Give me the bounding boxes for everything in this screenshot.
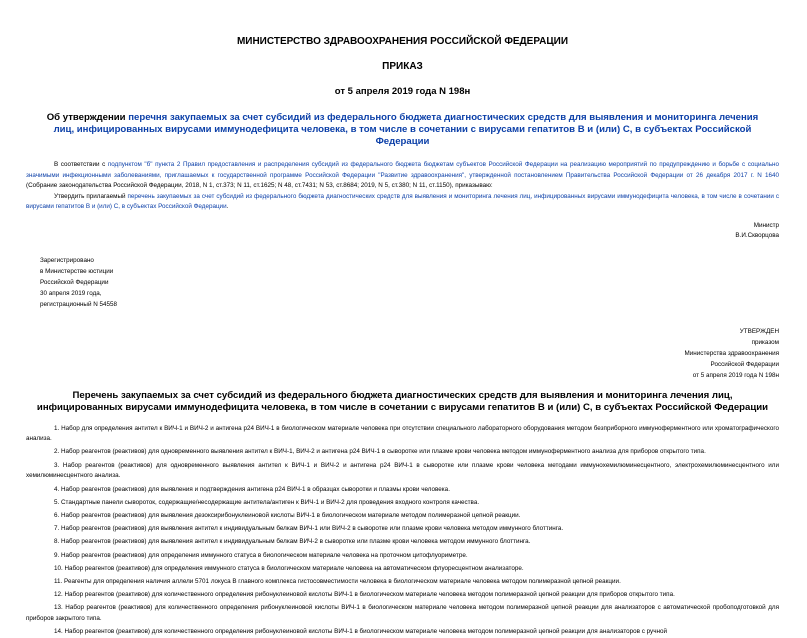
document-date-number: от 5 апреля 2019 года N 198н <box>334 86 471 97</box>
approved-line: Министерства здравоохранения <box>684 349 779 357</box>
document-type: ПРИКАЗ <box>382 61 423 72</box>
list-item: 6. Набор реагентов (реактивов) для выявления дезоксирибонуклеиновой кислоты ВИЧ-1 в биологическом материале методом полимеразной цепной реакции. <box>54 511 521 519</box>
list-item: 10. Набор реагентов (реактивов) для определения иммунного статуса в биологическом материале человека на автоматическом флуоресцентном анализаторе. <box>54 564 524 572</box>
list-item: 7. Набор реагентов (реактивов) для выявления антител к индивидуальным белкам ВИЧ-1 или ВИЧ-2 в сыворотке или плазме крови человека методом иммунного блоттинга. <box>54 525 564 533</box>
ministry-heading: МИНИСТЕРСТВО ЗДРАВООХРАНЕНИЯ РОССИЙСКОЙ ФЕДЕРАЦИИ <box>236 36 569 47</box>
p2-text-1: Утвердить прилагаемый <box>54 192 128 200</box>
approved-block <box>26 326 779 381</box>
registration-block <box>26 255 779 310</box>
list-item: 3. Набор реагентов (реактивов) для одновременного выявления антител к ВИЧ-1 и ВИЧ-2 и антигена p24 ВИЧ-1 в сыворотке или плазме крови человека методами иммунохемилюминесцентного, электрохемилюминесцентного или хемилюминесцентного анализа. <box>26 461 779 480</box>
list-item: 14. Набор реагентов (реактивов) для количественного определения рибонуклеиновой кислоты ВИЧ-1 в биологическом материале человека методом полимеразной цепной реакции для анализаторов с ручной <box>54 628 667 636</box>
signature-role: Министр <box>753 221 779 229</box>
approved-line: приказом <box>751 338 779 346</box>
list-item: 1. Набор для определения антител к ВИЧ-1 и ВИЧ-2 и антигена p24 ВИЧ-1 в биологическом материале человека при отсутствии специального лабораторного оборудования методом безприборного иммуноферментного или хроматографического анализа. <box>26 424 779 443</box>
diagnostics-list <box>26 424 779 638</box>
list-item: 9. Набор реагентов (реактивов) для определения иммунного статуса в биологическом материале человека на проточном цитофлуориметре. <box>54 551 468 559</box>
p1-legal-link[interactable]: подпунктом "б" пункта 2 Правил предоставления и распределения субсидий из федерального бюджета бюджетам субъектов Российской Федерации на реализацию мероприятий по предупреждению и борьбе с социально значимыми инфекционными заболеваниями, приглашаемых к государственной программе Российской Федерации "Развитие здравоохранения", утвержденной постановлением Правительства Российской Федерации от 26 декабря 2017 г. N 1640 <box>26 161 779 179</box>
document-title <box>26 112 779 148</box>
list-item: 12. Набор реагентов (реактивов) для количественного определения рибонуклеиновой кислоты ВИЧ-1 в биологическом материале человека методом полимеразной цепной реакции для приборов открытого типа. <box>54 591 675 599</box>
registration-line: в Министерстве юстиции <box>40 267 114 275</box>
title-prefix: Об утверждении <box>46 112 129 123</box>
approved-line: УТВЕРЖДЕН <box>739 327 779 335</box>
list-item: 5. Стандартные панели сывороток, содержащие/несодержащие антитела/антиген к ВИЧ-1 и ВИЧ-2 для проведения входного контроля качества. <box>54 498 480 506</box>
p1-text-1: В соответствии с <box>54 161 108 168</box>
p1-text-2: (Собрание законодательства Российской Федерации, 2018, N 1, ст.373; N 11, ст.1625; N 48, ст.7431; N 53, ст.8684; 2019, N 5, ст.380; N 11, ст.1150), приказываю: <box>26 182 493 189</box>
list-item: 13. Набор реагентов (реактивов) для количественного определения рибонуклеиновой кислоты ВИЧ-1 в биологическом материале человека методом полимеразной цепной реакции для анализаторов с автоматической пробоподготовкой для приборов закрытого типа. <box>26 604 779 623</box>
approved-line: от 5 апреля 2019 года N 198н <box>692 371 779 379</box>
registration-line: Российской Федерации <box>40 278 109 286</box>
signature-block <box>26 221 779 241</box>
registration-line: 30 апреля 2019 года, <box>40 289 102 297</box>
p2-list-link[interactable]: перечень закупаемых за счет субсидий из федерального бюджета диагностических средств для выявления и мониторинга лечения лиц, инфицированных вирусами иммунодефицита человека, в том числе в сочетании с вирусами гепатитов В и (или) С, в субъектах Российской Федерации <box>26 192 779 210</box>
list-item: 2. Набор реагентов (реактивов) для одновременного выявления антител к ВИЧ-1, ВИЧ-2 и антигена p24 ВИЧ-1 в сыворотке или плазме крови человека методом иммуноферментного анализа для приборов открытого типа. <box>54 448 706 456</box>
body-paragraph-1 <box>26 160 779 192</box>
registration-line: Зарегистрировано <box>40 256 94 264</box>
signature-name: В.И.Скворцова <box>735 231 779 239</box>
approved-line: Российской Федерации <box>710 360 779 368</box>
list-item: 4. Набор реагентов (реактивов) для выявления и подтверждения антигена p24 ВИЧ-1 в образцах сыворотки и плазмы крови человека. <box>54 485 450 493</box>
title-link[interactable]: перечня закупаемых за счет субсидий из федерального бюджета диагностических средств для выявления и мониторинга лечения лиц, инфицированных вирусами иммунодефицита человека, в том числе в сочетании с вирусами гепатитов В и (или) С, в субъектах Российской Федерации <box>53 112 759 147</box>
list-item: 8. Набор реагентов (реактивов) для выявления антител к индивидуальным белкам ВИЧ-2 в сыворотке или плазме крови человека методом иммунного блоттинга. <box>54 538 531 546</box>
document-page <box>0 36 807 636</box>
list-title: Перечень закупаемых за счет субсидий из федерального бюджета диагностических средств для выявления и мониторинга лечения лиц, инфицированных вирусами иммунодефицита человека, в том числе в сочетании с вирусами гепатитов В и (или) С, в субъектах Российской Федерации <box>36 389 769 413</box>
registration-line: регистрационный N 54558 <box>40 300 118 308</box>
p2-text-2: . <box>226 203 229 210</box>
body-paragraph-2 <box>26 192 779 213</box>
list-item: 11. Реагенты для определения наличия аллели 5701 локуса B главного комплекса гистосовместимости человека в биологическом материале человека методом полимеразной цепной реакции. <box>54 577 621 585</box>
